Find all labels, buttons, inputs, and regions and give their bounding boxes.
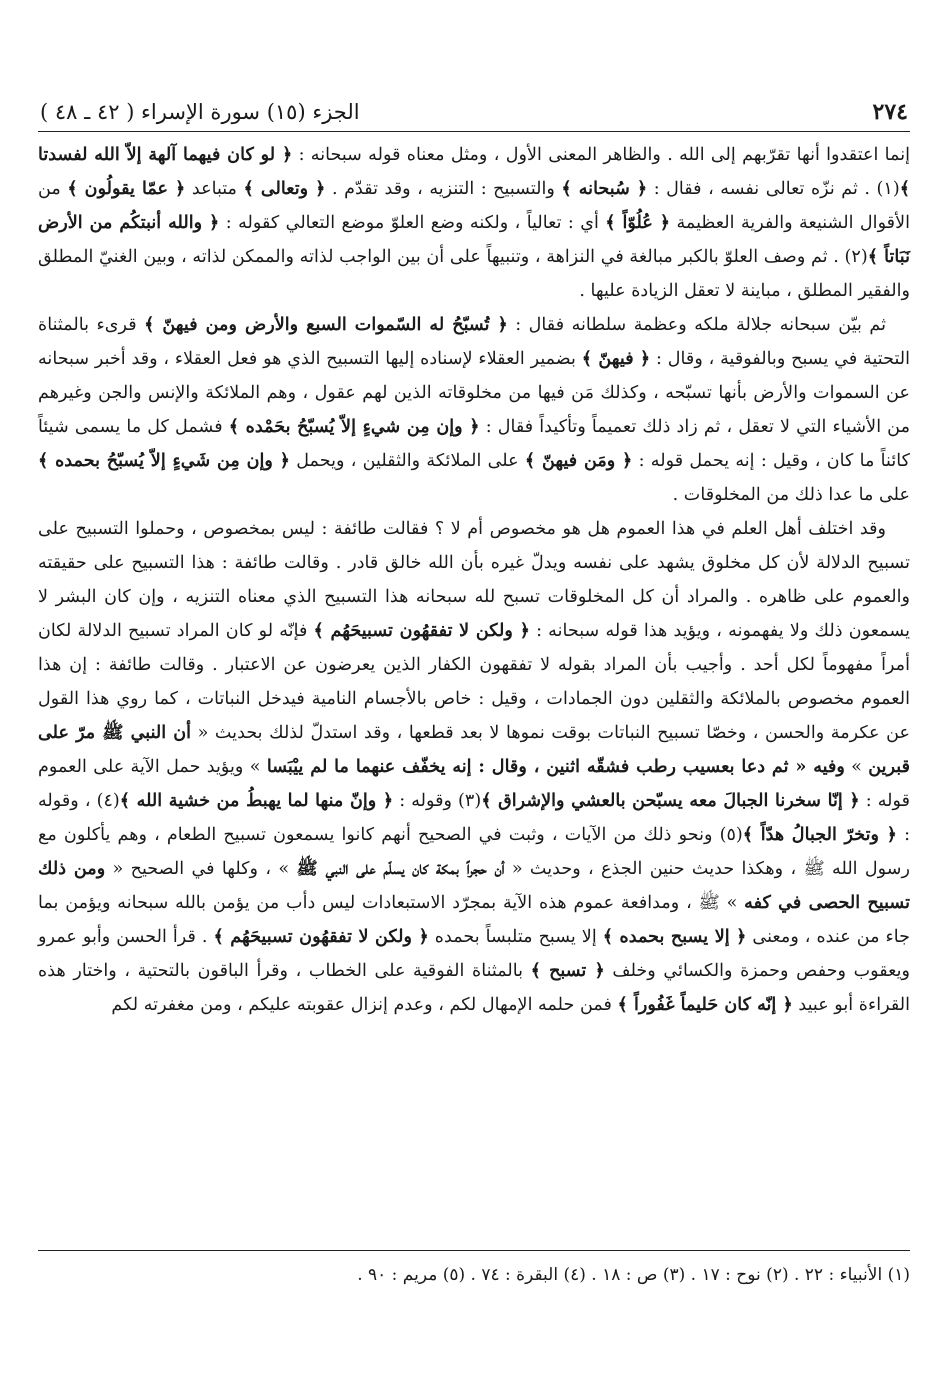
quoted-text: ﴿ وإنّ منها لما يهبطُ من خشية الله ﴾ — [119, 790, 394, 812]
text-run: » ﷺ ، ومدافعة عموم هذه الآية بمجرّد الاستبعادات ليس دأب من يؤمن بالله سبحانه ويؤمن بما جاء من عنده ، ومعنى — [38, 893, 910, 948]
text-run: » — [844, 757, 869, 778]
text-run: فمن حلمه الإمهال لكم ، وعدم إنزال عقوبته عليكم ، ومن مغفرته لكم — [111, 995, 618, 1016]
quoted-text: ﴿ عمّا يقولُون ﴾ — [67, 178, 186, 200]
quoted-text: أن حجراً بمكة كان يسلّم على النبي ﷺ — [296, 858, 505, 880]
quoted-text: ﴿ لو كان فيهما آلهة إلاّ الله لفسدتا ﴾ — [38, 144, 910, 200]
quoted-text: ﴿ إلا يسبح بحمده ﴾ — [602, 926, 747, 948]
text-run: (٣) وقوله : — [393, 791, 482, 812]
quoted-text: ﴿ ولكن لا تفقهُون تسبيحَهُم ﴾ — [313, 620, 530, 642]
text-run: فإنّه لو كان المراد تسبيح الدلالة لكان أمراً مفهوماً لكل أحد . وأجيب بأن المراد بقوله لا تفقهون الكفار الذين يعرضون عن الاعتبار . وقالت طائفة : إن هذا العموم مخصوص بالملائكة والثقلين دون الجمادات ، وقيل : خاص بالأجسام النامية فيدخل النباتات ، كما روي هذا القول عن عكرمة والحسن ، وخصّا تسبيح النباتات بوقت نموها لا بعد قطعها ، وقد استدلّ لذلك بحديث « — [38, 621, 910, 744]
text-run: قرىء بالمثناة التحتية في يسبح وبالفوقية ، وقال : — [38, 315, 911, 370]
page-header — [38, 100, 910, 132]
quoted-text: ﴿ ولكن لا تفقهُون تسبيحَهُم ﴾ — [213, 926, 429, 948]
text-run: وقد اختلف أهل العلم في هذا العموم هل هو مخصوص أم لا ؟ فقالت طائفة : ليس بمخصوص ، وحملوا التسبيح على تسبيح الدلالة لأن كل مخلوق يشهد على نفسه ويدلّ غيره بأن الله خالق قادر . وقالت طائفة : هذا التسبيح على حقيقته والعموم على ظاهره . والمراد أن كل المخلوقات تسبح لله سبحانه هذا التسبيح الذي معناه التنزيه ، وإن كان البشر لا يسمعون ذلك ولا يفهمونه ، ويؤيد هذا قوله سبحانه : — [38, 519, 910, 642]
text-run: (٢) . ثم وصف العلوّ بالكبر مبالغة في النزاهة ، وتنبيهاً على أن بين الواجب لذاته والممكن لذاته ، وبين الغنيّ المطلق والفقير المطلق ، مباينة لا تعقل الزيادة عليها . — [38, 247, 910, 302]
quoted-text: وفيه « ثم دعا بعسيب رطب فشقّه اثنين ، وقال : إنه يخفّف عنهما ما لم ييْبَسا — [266, 756, 845, 778]
text-run: بالمثناة الفوقية على الخطاب ، وقرأ الباقون بالتحتية ، واختار هذه القراءة أبو عبيد — [38, 961, 910, 1016]
text-run: متباعد — [185, 179, 244, 200]
body-text — [38, 138, 910, 1022]
text-run: بضمير العقلاء لإسناده إليها التسبيح الذي هو فعل العقلاء ، وقد أخبر سبحانه عن السموات والأرض بأنها تسبّحه ، وكذلك مَن فيها من مخلوقاته الذين لهم عقول ، وهم الملائكة والإنس والجن وغيرهم من الأشياء التي لا تعقل ، ثم زاد ذلك تعميماً وتأكيداً فقال : — [38, 349, 910, 438]
text-run: » ، وكلها في الصحيح « — [105, 859, 297, 880]
quoted-text: ﴿ وإن مِن شَيءٍ إلاّ يُسبّحُ بحمده ﴾ — [38, 450, 290, 472]
quoted-text: ومن ذلك تسبيح الحصى في كفه — [38, 858, 910, 914]
text-run: (٤) ، وقوله : — [38, 791, 911, 846]
running-title: الجزء (١٥) سورة الإسراء ( ٤٢ ـ ٤٨ ) — [40, 100, 360, 125]
footnote-text: (١) الأنبياء : ٢٢ . (٢) نوح : ١٧ . (٣) ص : ١٨ . (٤) البقرة : ٧٤ . (٥) مريم : ٩٠ . — [357, 1265, 910, 1285]
text-run: (١) . ثم نزّه تعالى نفسه ، فقال : — [647, 179, 900, 200]
text-run: من الأقوال الشنيعة والفرية العظيمة — [38, 179, 910, 234]
quoted-text: ﴿ ومَن فيهنّ ﴾ — [524, 450, 633, 472]
quoted-text: ﴿ فيهنّ ﴾ — [581, 348, 651, 370]
text-run: أي : تعالياً ، ولكنه وضع العلوّ موضع التعالي كقوله : — [219, 213, 606, 234]
text-run: والتسبيح : التنزيه ، وقد تقدّم . — [325, 179, 562, 200]
text-run: (٥) ونحو ذلك من الآيات ، وثبت في الصحيح أنهم كانوا يسمعون تسبيح الطعام ، وهم يأكلون مع رسول الله ﷺ ، وهكذا حديث حنين الجذع ، وحديث « — [38, 825, 911, 880]
text-run: على ما عدا ذلك من المخلوقات . — [672, 485, 910, 506]
paragraph-2 — [38, 308, 910, 512]
quoted-text: ﴿ وتعالى ﴾ — [243, 178, 326, 200]
text-run: إنما اعتقدوا أنها تقرّبهم إلى الله . والظاهر المعنى الأول ، ومثل معناه قوله سبحانه : — [292, 145, 910, 166]
text-run: على الملائكة والثقلين ، ويحمل — [289, 451, 525, 472]
quoted-text: ﴿ وإن مِن شيءٍ إلاّ يُسبّحُ بحَمْده ﴾ — [228, 416, 480, 438]
footnotes — [38, 1250, 910, 1289]
quoted-text: ﴿ إنّه كان حَليماً غَفُوراً ﴾ — [617, 994, 793, 1016]
text-run: ثم بيّن سبحانه جلالة ملكه وعظمة سلطانه فقال : — [507, 315, 886, 336]
quoted-text: أن النبي ﷺ مرّ على قبرين — [38, 722, 910, 778]
paragraph-3 — [38, 512, 910, 1022]
quoted-text: ﴿ وتخرّ الجبالُ هدّاً ﴾ — [742, 824, 897, 846]
page — [38, 100, 910, 1022]
page-number: ٢٧٤ — [872, 99, 908, 125]
quoted-text: ﴿ عُلُوّاً ﴾ — [605, 212, 671, 234]
quoted-text: ﴿ سُبحانه ﴾ — [561, 178, 648, 200]
paragraph-1 — [38, 138, 910, 308]
quoted-text: ﴿ تُسبّحُ له السّموات السبع والأرض ومن فيهنّ ﴾ — [144, 314, 508, 336]
quoted-text: ﴿ إنّا سخرنا الجبالَ معه يسبّحن بالعشي والإشراق ﴾ — [481, 790, 860, 812]
quoted-text: ﴿ والله أنبتكُم من الأرض نَبَاتاً ﴾ — [38, 212, 910, 268]
text-run: فشمل كل ما يسمى شيئاً كائناً ما كان ، وقيل : إنه يحمل قوله : — [38, 417, 910, 472]
text-run: » ويؤيد حمل الآية على العموم قوله : — [38, 757, 911, 812]
quoted-text: ﴿ تسبح ﴾ — [530, 960, 605, 982]
text-run: . قرأ الحسن وأبو عمرو ويعقوب وحفص وحمزة والكسائي وخلف — [38, 927, 910, 982]
text-run: إلا يسبح متلبساً بحمده — [428, 927, 603, 948]
